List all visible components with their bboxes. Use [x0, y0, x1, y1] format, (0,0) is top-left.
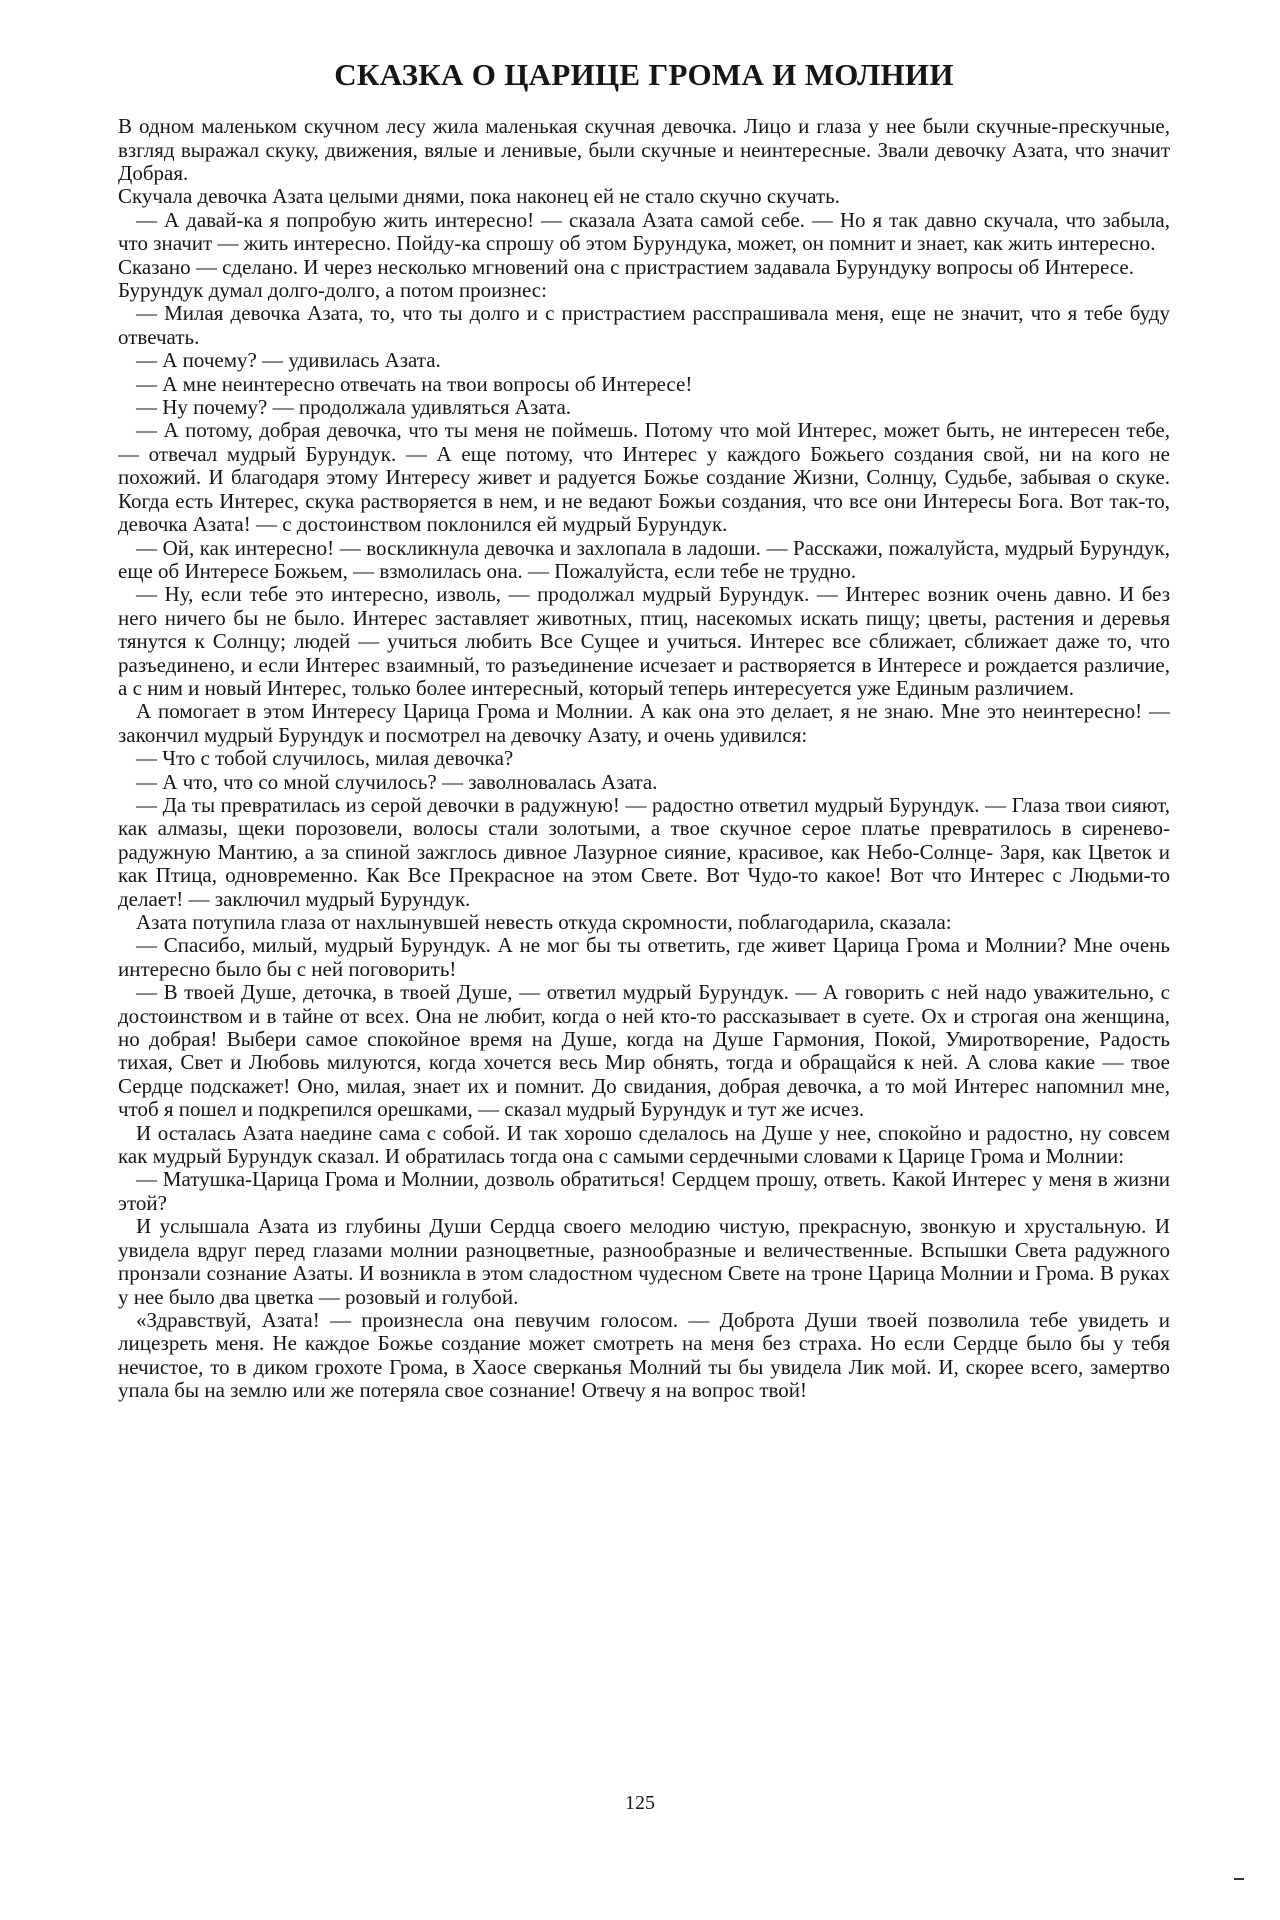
paragraph: Бурундук думал долго-долго, а потом произнес: [118, 278, 547, 303]
paragraph: А помогает в этом Интересу Царица Грома и Молнии. А как она это делает, я не знаю. Мне это неинтересно! — закончил мудрый Бурундук и посмотрел на девочку Азату, и очень удивился: [118, 699, 1170, 747]
paragraph: «Здравствуй, Азата! — произнесла она певучим голосом. — Доброта Души твоей позволила тебе увидеть и лицезреть меня. Не каждое Божье создание может смотреть на меня без страха. Но если Сердце было бы у тебя нечистое, то в диком грохоте Грома, в Хаосе сверканья Молний ты бы увидела Лик мой. И, скорее всего, замертво упала бы на землю или же потеряла свое сознание! Отвечу я на вопрос твой! [118, 1307, 1170, 1403]
paragraph: — Ой, как интересно! — воскликнула девочка и захлопала в ладоши. — Расскажи, пожалуйста, мудрый Бурундук, еще об Интересе Божьем, — взмолилась она. — Пожалуйста, если тебе не трудно. [118, 535, 1170, 583]
paragraph: Скучала девочка Азата целыми днями, пока наконец ей не стало скучно скучать. [118, 184, 840, 209]
paragraph: — Спасибо, милый, мудрый Бурундук. А не мог бы ты ответить, где живет Царица Грома и Молнии? Мне очень интересно было бы с ней поговорить! [118, 933, 1170, 981]
story-body [118, 115, 1170, 1402]
paragraph: Сказано — сделано. И через несколько мгновений она с пристрастием задавала Бурундуку вопросы об Интересе. [118, 254, 1134, 279]
paragraph: — А потому, добрая девочка, что ты меня не поймешь. Потому что мой Интерес, может быть, не интересен тебе, — отвечал мудрый Бурундук. — А еще потому, что Интерес у каждого Божьего создания свой, ни на кого не похожий. И благодаря этому Интересу живет и радуется Божье создание Жизни, Солнцу, Судьбе, забывая о скуке. Когда есть Интерес, скука растворяется в нем, и не ведают Божьи создания, что все они Интересы Бога. Вот так-то, девочка Азата! — с достоинством поклонился ей мудрый Бурундук. [118, 418, 1170, 537]
paragraph: Азата потупила глаза от нахлынувшей невесть откуда скромности, поблагодарила, сказала: [136, 910, 952, 934]
paragraph: — Милая девочка Азата, то, что ты долго и с пристрастием расспрашивала меня, еще не значит, что я тебе буду отвечать. [118, 301, 1170, 349]
paragraph: — Матушка-Царица Грома и Молнии, дозволь обратиться! Сердцем прошу, ответь. Какой Интерес у меня в жизни этой? [118, 1167, 1170, 1215]
paragraph: — А давай-ка я попробую жить интересно! — сказала Азата самой себе. — Но я так давно скучала, что забыла, что значит — жить интересно. Пойду-ка спрошу об этом Бурундука, может, он помнит и знает, как жить интересно. [118, 207, 1170, 256]
scan-artifact [1234, 1878, 1244, 1880]
paragraph: — Да ты превратилась из серой девочки в радужную! — радостно ответил мудрый Бурундук. — Глаза твои сияют, как алмазы, щеки порозовели, волосы стали золотыми, а твое скучное серое платье превратилось в сиренево-радужную Мантию, а за спиной зажглось дивное Лазурное сияние, красивое, как Небо-Солнце- Заря, как Цветок и как Птица, одновременно. Как Все Прекрасное на этом Свете. Вот Чудо-то какое! Вот что Интерес с Людьми-то делает! — заключил мудрый Бурундук. [118, 792, 1170, 911]
page [118, 56, 1170, 1403]
paragraph: — Ну почему? — продолжала удивляться Азата. [136, 395, 572, 420]
paragraph: — В твоей Душе, деточка, в твоей Душе, — ответил мудрый Бурундук. — А говорить с ней надо уважительно, с достоинством и в тайне от всех. Она не любит, когда о ней кто-то рассказывает в суете. Ох и строгая она женщина, но добрая! Выбери самое спокойное время на Душе, когда на Душе Гармония, Покой, Умиротворение, Радость тихая, Свет и Любовь милуются, когда хочется весь Мир обнять, тогда и обращайся к ней. А слова какие — твое Сердце подскажет! Оно, милая, знает их и помнит. До свидания, добрая девочка, а то мой Интерес напомнил мне, чтоб я пошел и подкрепился орешками, — сказал мудрый Бурундук и тут же исчез. [118, 980, 1170, 1122]
paragraph: И услышала Азата из глубины Души Сердца своего мелодию чистую, прекрасную, звонкую и хрустальную. И увидела вдруг перед глазами молнии разноцветные, разнообразные и величественные. Вспышки Света радужного пронзали сознание Азаты. И возникла в этом сладостном чудесном Свете на троне Царица Молнии и Грома. В руках у нее было два цветка — розовый и голубой. [118, 1214, 1170, 1309]
paragraph: — А почему? — удивилась Азата. [136, 348, 441, 373]
paragraph: В одном маленьком скучном лесу жила маленькая скучная девочка. Лицо и глаза у нее были скучные-прескучные, взгляд выражал скуку, движения, вялые и ленивые, были скучные и неинтересные. Звали девочку Азата, что значит Добрая. [118, 114, 1170, 185]
paragraph: И осталась Азата наедине сама с собой. И так хорошо сделалось на Душе у нее, спокойно и радостно, ну совсем как мудрый Бурундук сказал. И обратилась тогда она с самыми сердечными словами к Царице Грома и Молнии: [118, 1120, 1170, 1169]
page-title: СКАЗКА О ЦАРИЦЕ ГРОМА И МОЛНИИ [334, 57, 954, 92]
page-number: 125 [625, 1792, 655, 1814]
paragraph: — Ну, если тебе это интересно, изволь, — продолжал мудрый Бурундук. — Интерес возник очень давно. И без него ничего бы не было. Интерес заставляет животных, птиц, насекомых искать пищу; цветы, растения и деревья тянутся к Солнцу; людей — учиться любить Все Сущее и учиться. Интерес все сближает, сближает даже то, что разъединено, и если Интерес взаимный, то разъединение исчезает и растворяется в Интересе и рождается различие, а с ним и новый Интерес, только более интересный, который теперь интересуется уже Единым различием. [118, 582, 1170, 700]
paragraph: — Что с тобой случилось, милая девочка? [136, 746, 514, 771]
paragraph: — А что, что со мной случилось? — заволновалась Азата. [136, 769, 658, 794]
paragraph: — А мне неинтересно отвечать на твои вопросы об Интересе! [136, 371, 693, 396]
